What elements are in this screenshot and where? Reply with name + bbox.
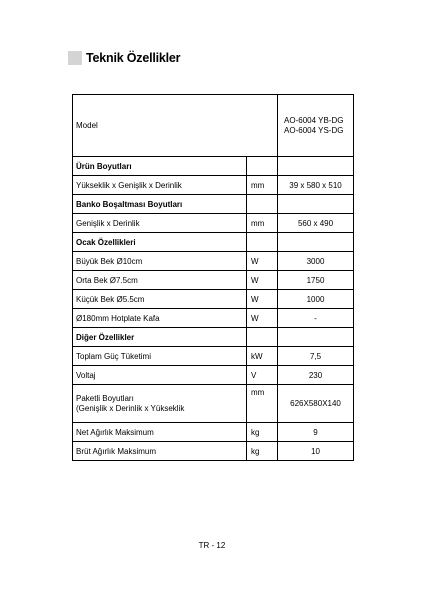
section-label: Diğer Özellikler	[73, 328, 247, 347]
spec-value: 10	[278, 442, 354, 461]
table-row	[73, 290, 354, 309]
spec-value: 1000	[278, 290, 354, 309]
table-row	[73, 385, 354, 423]
empty-cell	[247, 233, 278, 252]
spec-unit: W	[247, 252, 278, 271]
spec-value: 626X580X140	[278, 385, 354, 423]
spec-label-line: (Genişlik x Derinlik x Yükseklik	[76, 403, 185, 413]
table-row	[73, 366, 354, 385]
table-row	[73, 214, 354, 233]
spec-label-line: Paketli Boyutları	[76, 393, 134, 403]
spec-value: 560 x 490	[278, 214, 354, 233]
spec-label: Küçük Bek Ø5.5cm	[73, 290, 247, 309]
spec-value: 230	[278, 366, 354, 385]
empty-cell	[278, 233, 354, 252]
section-row	[73, 195, 354, 214]
spec-label: Yükseklik x Genişlik x Derinlik	[73, 176, 247, 195]
table-row	[73, 271, 354, 290]
table-row	[73, 442, 354, 461]
table-row	[73, 423, 354, 442]
spec-label: Ø180mm Hotplate Kafa	[73, 309, 247, 328]
section-row	[73, 328, 354, 347]
spec-value: 9	[278, 423, 354, 442]
model-value-line: AO-6004 YB-DG	[284, 115, 344, 125]
section-heading	[68, 50, 180, 66]
section-row	[73, 157, 354, 176]
spec-unit: W	[247, 309, 278, 328]
table-row	[73, 252, 354, 271]
empty-cell	[247, 195, 278, 214]
model-row	[73, 95, 354, 157]
model-value	[278, 95, 354, 157]
section-label: Banko Boşaltması Boyutları	[73, 195, 247, 214]
spec-label: Brüt Ağırlık Maksimum	[73, 442, 247, 461]
empty-cell	[247, 328, 278, 347]
empty-cell	[278, 328, 354, 347]
spec-unit: V	[247, 366, 278, 385]
spec-label: Genişlik x Derinlik	[73, 214, 247, 233]
spec-unit: mm	[247, 385, 278, 423]
empty-cell	[278, 195, 354, 214]
spec-unit: W	[247, 290, 278, 309]
spec-unit: kg	[247, 442, 278, 461]
table-row	[73, 347, 354, 366]
page-number: TR - 12	[198, 541, 226, 550]
model-value-line: AO-6004 YS-DG	[284, 125, 344, 135]
spec-unit: mm	[247, 176, 278, 195]
section-label: Ocak Özellikleri	[73, 233, 247, 252]
spec-value: 7,5	[278, 347, 354, 366]
spec-label: Voltaj	[73, 366, 247, 385]
empty-cell	[247, 157, 278, 176]
spec-value: -	[278, 309, 354, 328]
spec-label: Büyük Bek Ø10cm	[73, 252, 247, 271]
empty-cell	[278, 157, 354, 176]
spec-unit: kg	[247, 423, 278, 442]
spec-unit: mm	[247, 214, 278, 233]
spec-value: 39 x 580 x 510	[278, 176, 354, 195]
spec-label: Orta Bek Ø7.5cm	[73, 271, 247, 290]
spec-unit: W	[247, 271, 278, 290]
table-row	[73, 309, 354, 328]
specifications-table	[72, 94, 354, 461]
section-label: Ürün Boyutları	[73, 157, 247, 176]
section-row	[73, 233, 354, 252]
spec-label: Net Ağırlık Maksimum	[73, 423, 247, 442]
table-row	[73, 176, 354, 195]
spec-label: Toplam Güç Tüketimi	[73, 347, 247, 366]
spec-value: 1750	[278, 271, 354, 290]
page-title: Teknik Özellikler	[86, 51, 181, 65]
model-label: Model	[73, 95, 278, 157]
spec-value: 3000	[278, 252, 354, 271]
spec-label	[73, 385, 247, 423]
heading-square-icon	[68, 51, 82, 65]
spec-unit: kW	[247, 347, 278, 366]
